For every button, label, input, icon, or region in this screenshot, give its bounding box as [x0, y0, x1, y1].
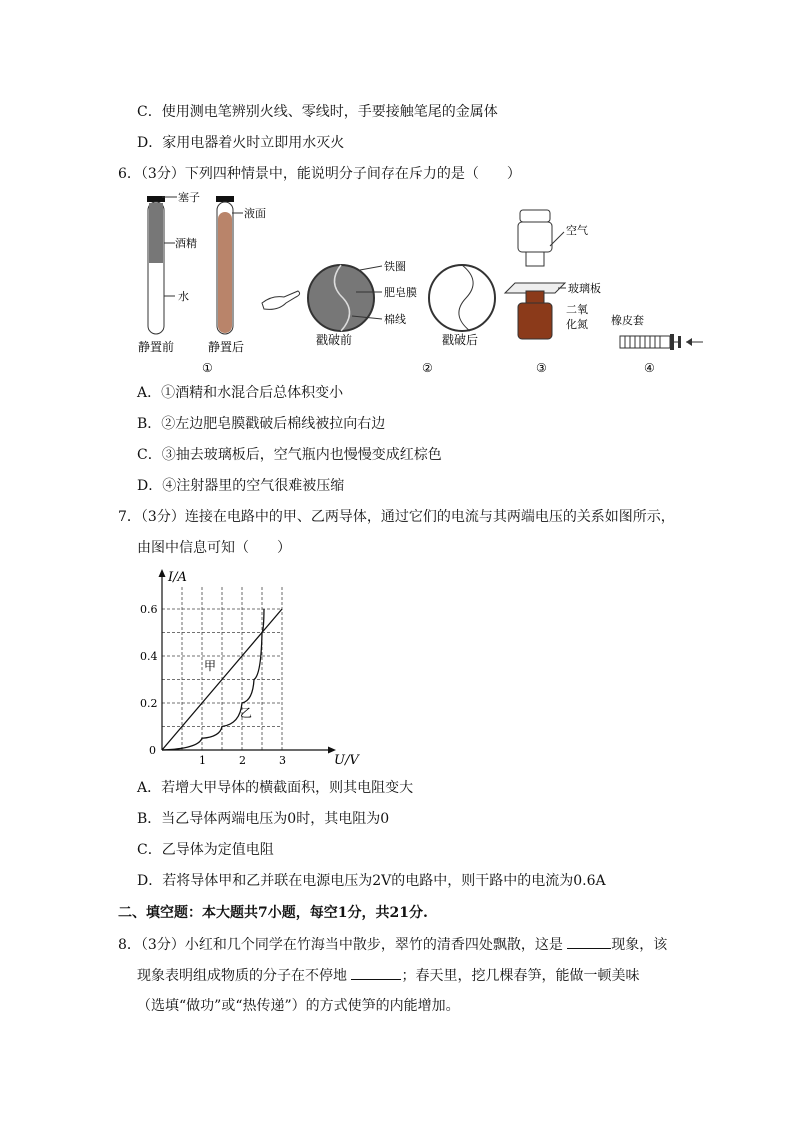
after-poke-label: 戳破后	[442, 333, 479, 347]
glass-plate-label: 玻璃板	[568, 282, 601, 295]
y-tick-label: 0.6	[140, 603, 158, 616]
air-label: 空气	[566, 224, 588, 237]
q6-stem: 6．（3分）下列四种情景中，能说明分子间存在斥力的是（ ）	[118, 166, 521, 182]
x-tick-label: 2	[239, 754, 246, 767]
y-axis-label: I/A	[168, 570, 187, 585]
q5-option-c: C．使用测电笔辨别火线、零线时，手要接触笔尾的金属体	[137, 104, 498, 120]
soap-film-label: 肥皂膜	[384, 286, 417, 299]
iron-ring-label: 铁圈	[384, 260, 406, 273]
q7-option-a: A．若增大甲导体的横截面积，则其电阻变大	[137, 780, 414, 796]
cotton-thread-label: 棉线	[384, 313, 406, 326]
x-axis-label: U/V	[334, 753, 359, 768]
before-standing-label: 静置前	[138, 340, 175, 354]
q8-line2-text-a: 现象表明组成物质的分子在不停地	[137, 968, 352, 984]
q7-stem-line1: 7．（3分）连接在电路中的甲、乙两导体，通过它们的电流与其两端电压的关系如图所示，	[118, 509, 675, 525]
after-standing-label: 静置后	[208, 340, 245, 354]
no2-bottle	[518, 303, 552, 339]
before-poke-label: 戳破前	[316, 333, 353, 347]
q5-option-d: D．家用电器着火时立即用水灭火	[137, 135, 345, 151]
x-tick-label: 3	[279, 754, 286, 767]
q7-option-b: B．当乙导体两端电压为0时，其电阻为0	[137, 811, 390, 827]
q8-line2	[137, 965, 639, 986]
y-tick-label: 0.2	[140, 697, 158, 710]
answer-blank-1[interactable]	[567, 934, 611, 949]
no2-label-line2: 化氮	[566, 318, 588, 331]
answer-blank-2[interactable]	[351, 965, 401, 980]
no2-label-line1: 二氧	[566, 303, 588, 316]
q7-option-c: C．乙导体为定值电阻	[137, 842, 274, 858]
liquid-level-label: 液面	[244, 207, 266, 220]
stopper-2	[216, 196, 234, 202]
y-axis-arrow	[159, 569, 166, 577]
stopper-label: 塞子	[178, 191, 200, 204]
q8-line1-text-a: 8．（3分）小红和几个同学在竹海当中散步，翠竹的清香四处飘散，这是	[118, 937, 568, 953]
water-label: 水	[178, 290, 189, 303]
figure-number-1: ①	[202, 361, 213, 375]
x-tick-label: 1	[199, 754, 206, 767]
q7-stem-line2: 由图中信息可知（ ）	[137, 540, 291, 556]
y-tick-label: 0.4	[140, 650, 158, 663]
q8-line1	[118, 934, 667, 955]
rubber-cap-label: 橡皮套	[611, 314, 644, 327]
q6-figure	[120, 188, 720, 378]
origin-label: 0	[149, 744, 156, 757]
q8-line1-text-b: 现象，该	[611, 937, 668, 953]
q8-line2-text-b: ；春天里，挖几棵春笋，能做一顿美味	[401, 968, 640, 984]
air-bottle	[518, 222, 552, 252]
figure-number-2: ②	[422, 361, 433, 375]
q8-line3: （选填“做功”或“热传递”）的方式使笋的内能增加。	[137, 998, 460, 1014]
alcohol-layer	[149, 203, 163, 263]
mixed-liquid	[218, 212, 232, 333]
series-yi-label: 乙	[240, 706, 253, 721]
q6-option-d: D．④注射器里的空气很难被压缩	[137, 478, 345, 494]
section-2-heading: 二、填空题：本大题共7小题，每空1分，共21分.	[118, 905, 428, 921]
iv-chart	[140, 563, 370, 771]
figure-number-4: ④	[644, 361, 655, 375]
q6-option-b: B．②左边肥皂膜戳破后棉线被拉向右边	[137, 416, 386, 432]
q7-option-d: D．若将导体甲和乙并联在电源电压为2V的电路中，则干路中的电流为0.6A	[137, 873, 606, 889]
series-jia-label: 甲	[204, 659, 217, 674]
q6-option-a: A．①酒精和水混合后总体积变小	[137, 385, 344, 401]
soap-film-before	[308, 265, 374, 331]
alcohol-label: 酒精	[175, 237, 197, 250]
q6-option-c: C．③抽去玻璃板后，空气瓶内也慢慢变成红棕色	[137, 447, 442, 463]
figure-number-3: ③	[536, 361, 547, 375]
soap-film-after	[429, 265, 495, 331]
hand-icon	[262, 291, 300, 309]
